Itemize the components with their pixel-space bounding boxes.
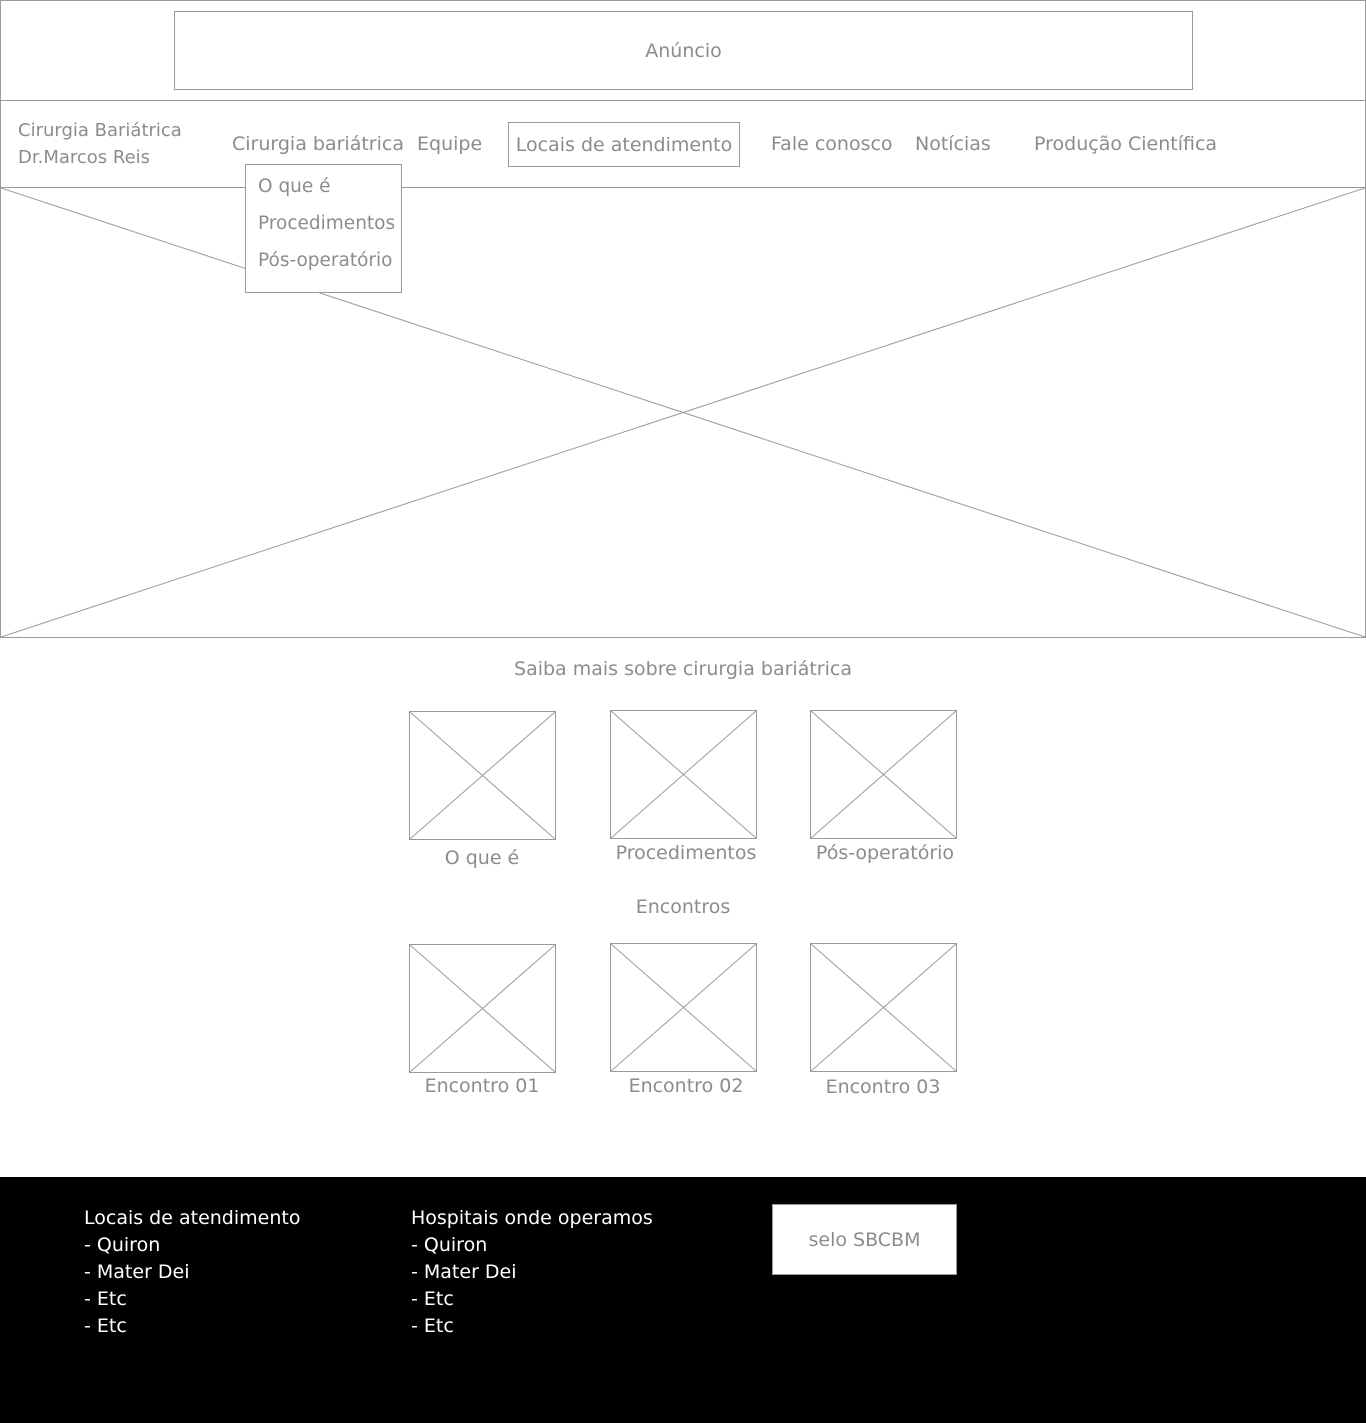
nav-item-fale-conosco[interactable]: Fale conosco bbox=[771, 133, 893, 155]
ad-label: Anúncio bbox=[645, 39, 722, 62]
dropdown-item-pos-operatorio[interactable]: Pós-operatório bbox=[258, 250, 393, 271]
learn-more-card-pos-operatorio[interactable] bbox=[810, 710, 957, 839]
meetings-title: Encontros bbox=[635, 896, 731, 918]
image-placeholder-icon bbox=[811, 711, 956, 838]
learn-more-card-o-que-e[interactable] bbox=[409, 711, 556, 840]
footer-hospitals-item[interactable]: - Quiron bbox=[411, 1234, 488, 1256]
meeting-card-02[interactable] bbox=[610, 943, 757, 1072]
brand-logo[interactable] bbox=[18, 117, 182, 171]
footer-locations-item[interactable]: - Mater Dei bbox=[84, 1261, 190, 1283]
learn-more-caption-o-que-e[interactable]: O que é bbox=[444, 847, 520, 869]
sbcbm-seal-label: selo SBCBM bbox=[808, 1228, 921, 1251]
meeting-card-03[interactable] bbox=[810, 943, 957, 1072]
placeholder-cross-icon bbox=[1, 188, 1365, 637]
meeting-caption-03[interactable]: Encontro 03 bbox=[825, 1076, 941, 1098]
brand-subtitle: Dr.Marcos Reis bbox=[18, 147, 151, 168]
dropdown-menu bbox=[245, 164, 402, 293]
nav-item-noticias[interactable]: Notícias bbox=[915, 133, 991, 155]
footer-hospitals bbox=[411, 1205, 653, 1340]
footer-locations-item[interactable]: - Etc bbox=[84, 1288, 127, 1310]
image-placeholder-icon bbox=[811, 944, 956, 1071]
nav-item-producao-cientifica[interactable]: Produção Científica bbox=[1034, 133, 1218, 155]
nav-item-cirurgia-bariatrica[interactable]: Cirurgia bariátrica bbox=[232, 133, 404, 155]
meeting-caption-01[interactable]: Encontro 01 bbox=[424, 1075, 540, 1097]
learn-more-card-procedimentos[interactable] bbox=[610, 710, 757, 839]
image-placeholder-icon bbox=[410, 945, 555, 1072]
footer-hospitals-item[interactable]: - Etc bbox=[411, 1288, 454, 1310]
learn-more-title: Saiba mais sobre cirurgia bariátrica bbox=[514, 658, 852, 680]
sbcbm-seal bbox=[772, 1204, 957, 1275]
dropdown-item-procedimentos[interactable]: Procedimentos bbox=[258, 213, 396, 234]
footer-locations-title: Locais de atendimento bbox=[84, 1207, 301, 1229]
image-placeholder-icon bbox=[611, 944, 756, 1071]
meeting-caption-02[interactable]: Encontro 02 bbox=[628, 1075, 744, 1097]
nav-item-locais-de-atendimento[interactable] bbox=[508, 122, 740, 167]
footer-hospitals-item[interactable]: - Mater Dei bbox=[411, 1261, 517, 1283]
learn-more-caption-pos-operatorio[interactable]: Pós-operatório bbox=[815, 842, 955, 864]
dropdown-item-o-que-e[interactable]: O que é bbox=[258, 176, 331, 197]
image-placeholder-icon bbox=[410, 712, 555, 839]
learn-more-caption-procedimentos[interactable]: Procedimentos bbox=[615, 842, 757, 864]
image-placeholder-icon bbox=[611, 711, 756, 838]
footer-locations-item[interactable]: - Etc bbox=[84, 1315, 127, 1337]
meeting-card-01[interactable] bbox=[409, 944, 556, 1073]
footer-hospitals-item[interactable]: - Etc bbox=[411, 1315, 454, 1337]
ad-banner[interactable] bbox=[174, 11, 1193, 90]
nav-item-label: Locais de atendimento bbox=[515, 133, 733, 156]
footer-locations bbox=[84, 1205, 300, 1340]
brand-title: Cirurgia Bariátrica bbox=[18, 120, 182, 141]
hero-image-placeholder bbox=[0, 187, 1366, 638]
footer-hospitals-title: Hospitais onde operamos bbox=[411, 1207, 653, 1229]
footer-locations-item[interactable]: - Quiron bbox=[84, 1234, 161, 1256]
nav-item-equipe[interactable]: Equipe bbox=[417, 133, 483, 155]
